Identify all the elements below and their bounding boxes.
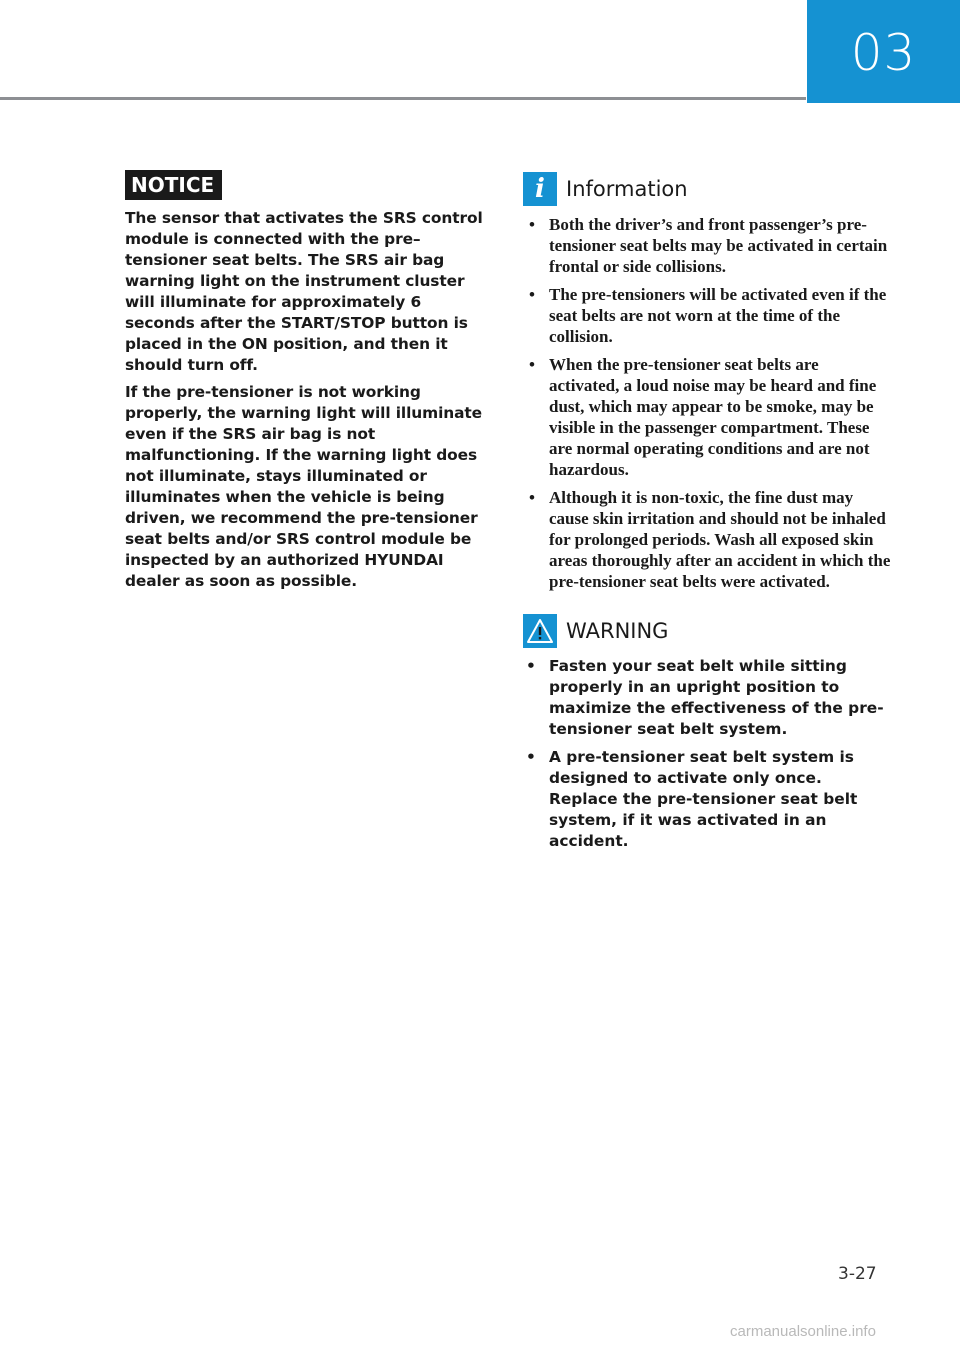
info-icon: i [523,172,557,206]
right-column [523,172,893,859]
header-rule [0,97,806,100]
information-list [523,214,893,592]
information-item: • When the pre-tensioner seat belts are activated, a loud noise may be heard and fine dust, which may appear to be smoke, may be visible in the passenger compartment. These are normal operating conditions and are not hazardous. [523,354,893,480]
warning-section [523,614,893,852]
information-item: • Although it is non-toxic, the fine dust may cause skin irritation and should not be inhaled for prolonged periods. Wash all exposed skin areas thoroughly after an accident in which the pre-tensioner seat belts were activated. [523,487,893,592]
warning-title: WARNING [566,619,669,643]
notice-badge: NOTICE [125,170,222,200]
information-title: Information [566,177,688,201]
page-number: 3-27 [838,1264,877,1284]
warning-list [523,656,893,852]
warning-header [523,614,893,648]
notice-paragraph: If the pre-tensioner is not working properly, the warning light will illuminate even if the SRS air bag is not malfunctioning. If the warning light does not illuminate, stays illuminated or illuminates when the vehicle is being driven, we recommend the pre-tensioner seat belts and/or SRS control module be inspected by an authorized HYUNDAI dealer as soon as possible. [125,383,482,590]
watermark: carmanualsonline.info [730,1323,876,1340]
information-section [523,172,893,592]
notice-section [125,170,487,598]
information-item: • Both the driver’s and front passenger’s pre-tensioner seat belts may be activated in certain frontal or side collisions. [523,214,893,277]
warning-triangle-icon [523,614,557,648]
warning-item: • Fasten your seat belt while sitting properly in an upright position to maximize the effectiveness of the pre-tensioner seat belt system. [523,656,893,740]
warning-item: • A pre-tensioner seat belt system is designed to activate only once. Replace the pre-tensioner seat belt system, if it was activated in an accident. [523,747,893,852]
information-item: • The pre-tensioners will be activated even if the seat belts are not worn at the time of the collision. [523,284,893,347]
information-header [523,172,893,206]
notice-paragraph: The sensor that activates the SRS control module is connected with the pre–tensioner seat belts. The SRS air bag warning light on the instrument cluster will illuminate for approximately 6 seconds after the START/STOP button is placed in the ON position, and then it should turn off. [125,209,483,374]
chapter-tab: 03 [807,0,960,103]
